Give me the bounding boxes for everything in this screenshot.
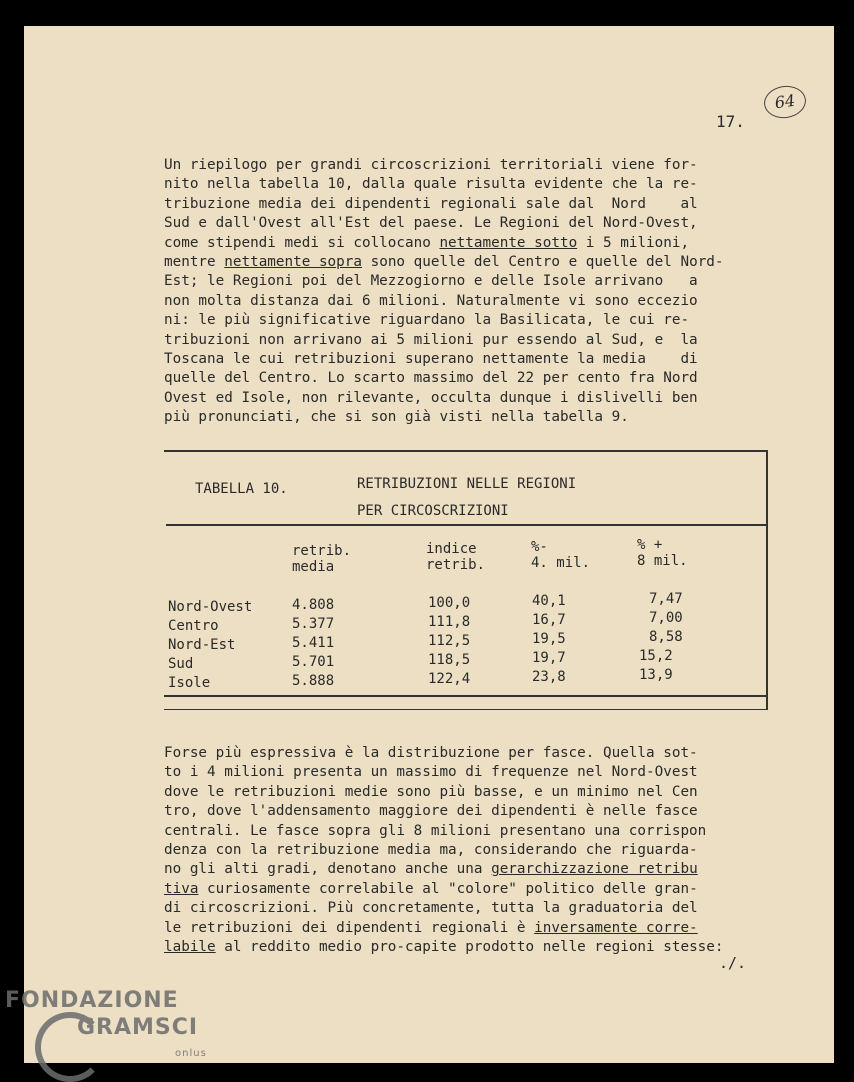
region-name: Nord-Est bbox=[168, 637, 236, 653]
cell-indice: 111,8 bbox=[428, 614, 471, 630]
underlined-phrase: nettamente sopra bbox=[224, 254, 362, 271]
underlined-phrase: gerarchizzazione retribu bbox=[491, 861, 698, 878]
table-label: TABELLA 10. bbox=[195, 481, 288, 497]
table-title-line2: PER CIRCOSCRIZIONI bbox=[357, 503, 509, 519]
underlined-phrase: inversamente corre- bbox=[534, 919, 698, 936]
text-line: ni: le più significative riguardano la Basilicata, le cui re- bbox=[164, 312, 690, 329]
text-line: Toscana le cui retribuzioni superano nettamente la media di bbox=[164, 351, 698, 368]
cell-more-8: 7,47 bbox=[649, 591, 683, 607]
underlined-phrase: nettamente sotto bbox=[439, 234, 578, 251]
cell-more-8: 8,58 bbox=[649, 629, 683, 645]
text-line: quelle del Centro. Lo scarto massimo del 22 per cento fra Nord bbox=[164, 370, 698, 387]
page-number: 17. bbox=[716, 112, 745, 131]
region-name: Centro bbox=[168, 618, 219, 634]
text-line: le retribuzioni dei dipendenti regionali è bbox=[164, 919, 526, 936]
cell-media: 5.888 bbox=[292, 673, 335, 689]
text-line: Forse più espressiva è la distribuzione per fasce. Quella sot- bbox=[164, 745, 698, 761]
text-line-tail: i 5 milioni, bbox=[577, 234, 690, 251]
document-page bbox=[24, 26, 834, 1063]
watermark-line1: FONDAZIONE bbox=[5, 988, 179, 1013]
continuation-mark: ./. bbox=[719, 954, 747, 972]
text-line: mentre bbox=[164, 254, 216, 271]
table-title-line1: RETRIBUZIONI NELLE REGIONI bbox=[357, 476, 577, 492]
paragraph-2 bbox=[164, 744, 804, 957]
region-name: Isole bbox=[168, 675, 211, 691]
table-row bbox=[168, 637, 235, 653]
text-line: dove le retribuzioni medie sono più basse, e un minimo nel Cen bbox=[164, 783, 698, 800]
text-line: come stipendi medi si collocano bbox=[164, 234, 431, 251]
text-line: centrali. Le fasce sopra gli 8 milioni presentano una corrispon bbox=[164, 822, 707, 839]
text-line: al reddito medio pro-capite prodotto nelle regioni stesse: bbox=[224, 939, 724, 956]
region-name: Nord-Ovest bbox=[168, 599, 253, 615]
column-header-media: retrib. media bbox=[292, 543, 352, 575]
text-line: curiosamente correlabile al "colore" politico delle gran- bbox=[207, 880, 698, 897]
cell-less-4: 16,7 bbox=[532, 612, 566, 628]
cell-less-4: 19,5 bbox=[532, 631, 566, 647]
cell-indice: 122,4 bbox=[428, 671, 471, 687]
cell-media: 5.411 bbox=[292, 635, 335, 651]
text-line: di circoscrizioni. Più concretamente, tutta la graduatoria del bbox=[164, 900, 698, 917]
column-header-less-4: %- 4. mil. bbox=[531, 539, 591, 571]
archive-stamp-number: 64 bbox=[762, 83, 808, 121]
column-header-more-8: % + 8 mil. bbox=[637, 537, 688, 569]
cell-more-8: 13,9 bbox=[639, 667, 673, 683]
cell-media: 4.808 bbox=[292, 597, 335, 613]
underlined-phrase: tiva bbox=[164, 880, 199, 897]
text-line: tribuzione media dei dipendenti regionali sale dal Nord al bbox=[164, 195, 698, 212]
table-bottom-rule-double bbox=[164, 709, 768, 710]
column-header-indice: indice retrib. bbox=[426, 541, 486, 573]
text-line: Un riepilogo per grandi circoscrizioni territoriali viene for- bbox=[164, 157, 698, 173]
table-row bbox=[168, 675, 210, 691]
table-row bbox=[168, 599, 252, 615]
cell-less-4: 23,8 bbox=[532, 669, 566, 685]
cell-media: 5.701 bbox=[292, 654, 335, 670]
text-line: più pronunciati, che si son già visti nella tabella 9. bbox=[164, 409, 629, 426]
paragraph-1 bbox=[164, 156, 804, 428]
text-line: denza con la retribuzione media ma, considerando che riguarda- bbox=[164, 842, 698, 859]
text-line-tail: sono quelle del Centro e quelle del Nord- bbox=[362, 254, 724, 271]
underlined-phrase: labile bbox=[164, 939, 216, 956]
text-line: Est; le Regioni poi del Mezzogiorno e delle Isole arrivano a bbox=[164, 273, 698, 290]
text-line: no gli alti gradi, denotano anche una bbox=[164, 861, 483, 878]
table-bottom-rule bbox=[164, 695, 768, 697]
text-line: Sud e dall'Ovest all'Est del paese. Le Regioni del Nord-Ovest, bbox=[164, 215, 698, 232]
watermark-line3: onlus bbox=[175, 1048, 207, 1059]
text-line: tribuzioni non arrivano ai 5 milioni pur essendo al Sud, e la bbox=[164, 331, 698, 348]
region-name: Sud bbox=[168, 656, 194, 672]
cell-less-4: 40,1 bbox=[532, 593, 566, 609]
cell-indice: 100,0 bbox=[428, 595, 471, 611]
cell-indice: 118,5 bbox=[428, 652, 471, 668]
cell-indice: 112,5 bbox=[428, 633, 471, 649]
table-row bbox=[168, 656, 193, 672]
cell-more-8: 7,00 bbox=[649, 610, 683, 626]
cell-media: 5.377 bbox=[292, 616, 335, 632]
table-row bbox=[168, 618, 219, 634]
table-header-divider bbox=[166, 524, 766, 526]
cell-less-4: 19,7 bbox=[532, 650, 566, 666]
text-line: to i 4 milioni presenta un massimo di frequenze nel Nord-Ovest bbox=[164, 764, 698, 781]
watermark-line2: GRAMSCI bbox=[77, 1015, 199, 1040]
text-line: tro, dove l'addensamento maggiore dei dipendenti è nelle fasce bbox=[164, 803, 698, 820]
text-line: non molta distanza dai 6 milioni. Naturalmente vi sono eccezio bbox=[164, 292, 698, 309]
cell-more-8: 15,2 bbox=[639, 648, 673, 664]
text-line: nito nella tabella 10, dalla quale risulta evidente che la re- bbox=[164, 176, 698, 193]
text-line: Ovest ed Isole, non rilevante, occulta dunque i dislivelli ben bbox=[164, 389, 698, 406]
